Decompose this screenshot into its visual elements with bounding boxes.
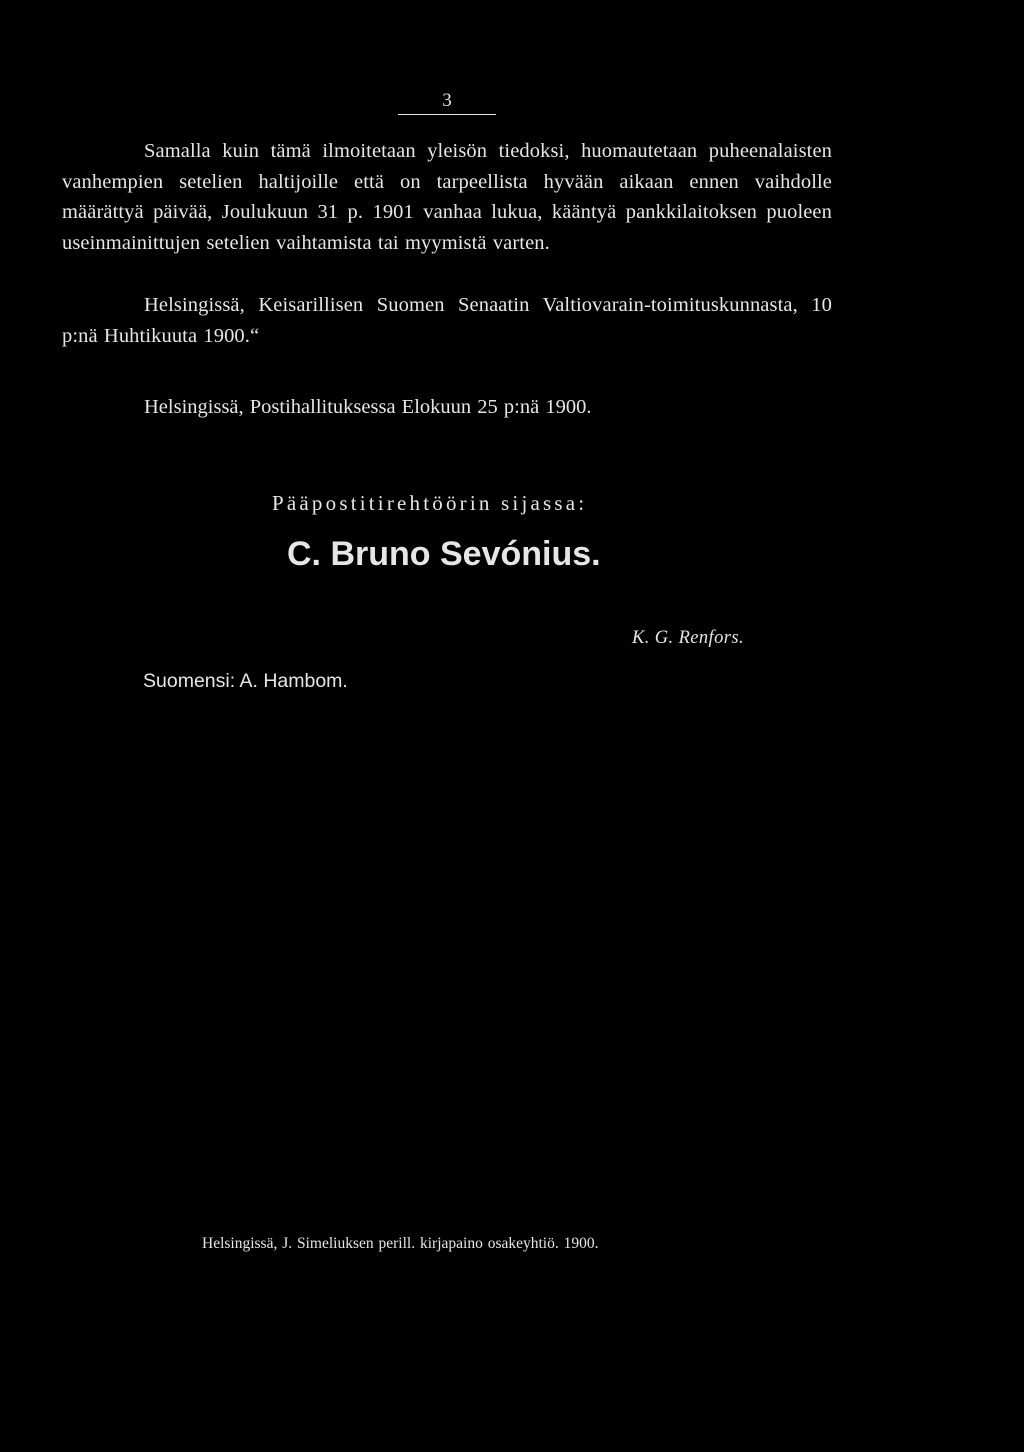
page-number: 3 — [398, 90, 496, 115]
translator-credit: Suomensi: A. Hambom. — [143, 670, 348, 692]
signer-role: Pääpostitirehtöörin sijassa: — [272, 491, 588, 515]
body-paragraph: Samalla kuin tämä ilmoitetaan yleisön tiedoksi, huomautetaan puheenalaisten vanhempien setelien haltijoille että on tarpeellista hyvään aikaan ennen vaihdolle määrättyä päivää, Joulukuun 31 p. 1901 vanhaa lukua, kääntyä pankkilaitoksen puoleen useinmainittujen setelien vaihtamista tai myymistä varten. — [62, 140, 832, 254]
issue-dateline: Helsingissä, Postihallituksessa Elokuun 25 p:nä 1900. — [144, 396, 592, 418]
cosigner-name: K. G. Renfors. — [632, 628, 744, 648]
body-paragraph-dateline: Helsingissä, Keisarillisen Suomen Senaatin Valtiovarain-toimituskunnasta, 10 p:nä Huhtikuuta 1900.“ — [62, 294, 832, 347]
signer-name: C. Bruno Sevónius. — [287, 535, 601, 573]
printer-imprint: Helsingissä, J. Simeliuksen perill. kirjapaino osakeyhtiö. 1900. — [202, 1235, 599, 1252]
